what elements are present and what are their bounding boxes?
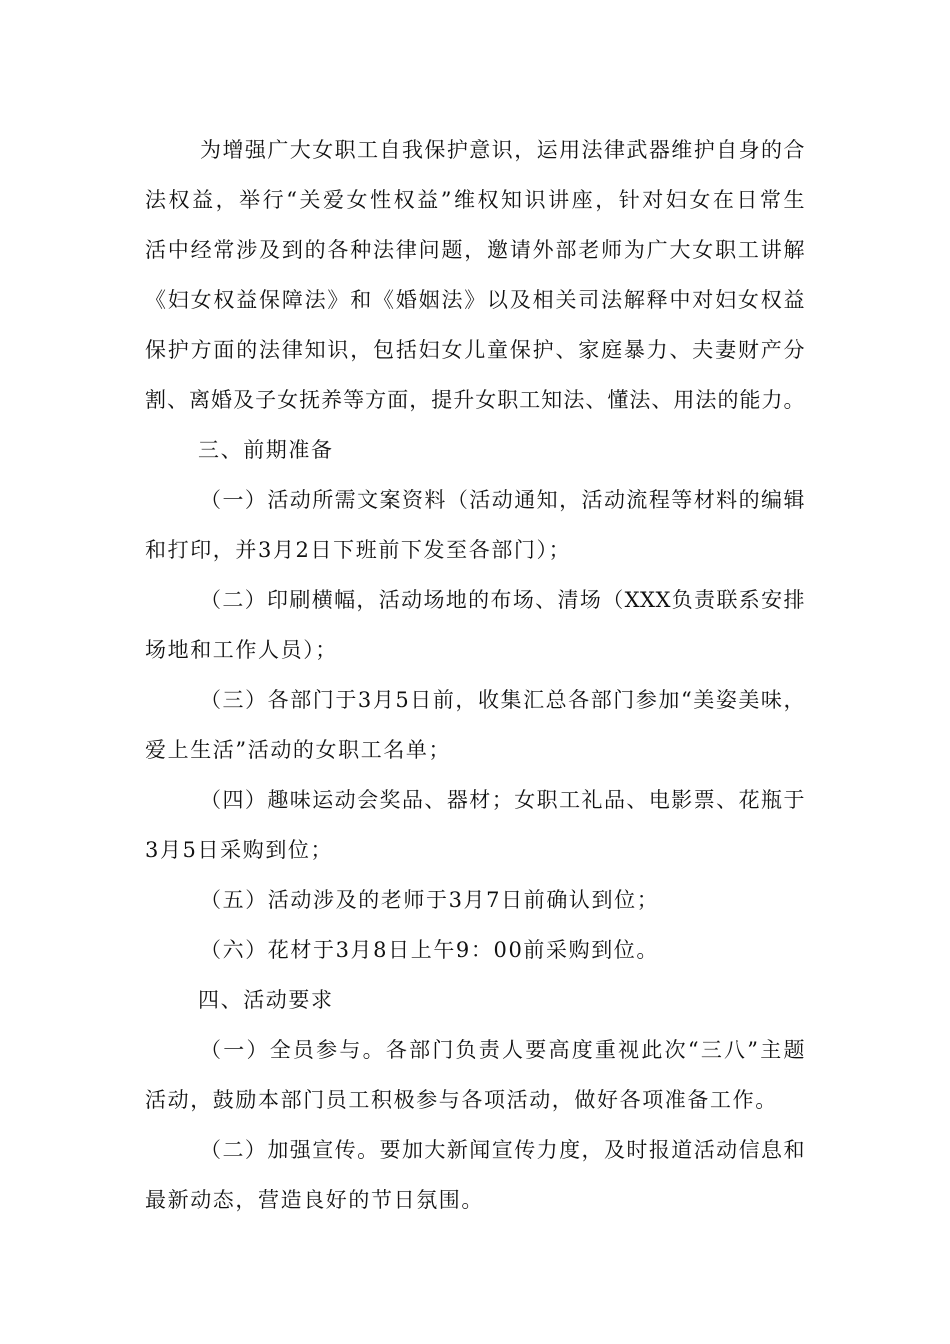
intro-line: 保护方面的法律知识，包括妇女儿童保护、家庭暴力、夫妻财产分 — [145, 338, 805, 362]
prep-item-6 — [145, 925, 805, 975]
requirement-item-2 — [145, 1125, 805, 1225]
section-heading-requirements: 四、活动要求 — [198, 988, 334, 1012]
intro-line: 《妇女权益保障法》和《婚姻法》以及相关司法解释中对妇女权益 — [145, 288, 805, 312]
prep-item-2 — [145, 575, 805, 675]
prep-item-line: （五）活动涉及的老师于3月7日前确认到位； — [200, 888, 660, 912]
prep-item-line: （二）印刷横幅，活动场地的布场、清场（XXX负责联系安排 — [200, 588, 805, 612]
document-body — [145, 125, 805, 1225]
intro-line: 为增强广大女职工自我保护意识，运用法律武器维护自身的合 — [200, 138, 805, 162]
prep-item-line: （六）花材于3月8日上午9：00前采购到位。 — [200, 938, 660, 962]
prep-item-line: （三）各部门于3月5日前，收集汇总各部门参加“美姿美味， — [200, 688, 805, 712]
prep-item-line: （一）活动所需文案资料（活动通知，活动流程等材料的编辑 — [200, 488, 805, 512]
prep-item-5 — [145, 875, 805, 925]
intro-line: 割、离婚及子女抚养等方面，提升女职工知法、懂法、用法的能力。 — [145, 388, 805, 412]
requirement-item-1 — [145, 1025, 805, 1125]
requirement-item-line: 最新动态，营造良好的节日氛围。 — [145, 1188, 484, 1212]
prep-item-1 — [145, 475, 805, 575]
prep-item-4 — [145, 775, 805, 875]
intro-paragraph — [145, 125, 805, 425]
prep-item-line: 爱上生活”活动的女职工名单； — [145, 738, 452, 762]
intro-line: 法权益，举行“关爱女性权益”维权知识讲座，针对妇女在日常生 — [145, 188, 805, 212]
requirement-item-line: 活动，鼓励本部门员工积极参与各项活动，做好各项准备工作。 — [145, 1088, 778, 1112]
prep-item-line: 场地和工作人员）； — [145, 638, 338, 662]
prep-item-3 — [145, 675, 805, 775]
section-heading-preparation: 三、前期准备 — [198, 438, 334, 462]
requirement-item-line: （二）加强宣传。要加大新闻宣传力度，及时报道活动信息和 — [200, 1138, 805, 1162]
requirement-item-line: （一）全员参与。各部门负责人要高度重视此次“三八”主题 — [200, 1038, 805, 1062]
prep-item-line: （四）趣味运动会奖品、器材；女职工礼品、电影票、花瓶于 — [200, 788, 805, 812]
intro-line: 活中经常涉及到的各种法律问题，邀请外部老师为广大女职工讲解 — [145, 238, 805, 262]
prep-item-line: 和打印，并3月2日下班前下发至各部门）； — [145, 538, 572, 562]
prep-item-line: 3月5日采购到位； — [145, 838, 334, 862]
